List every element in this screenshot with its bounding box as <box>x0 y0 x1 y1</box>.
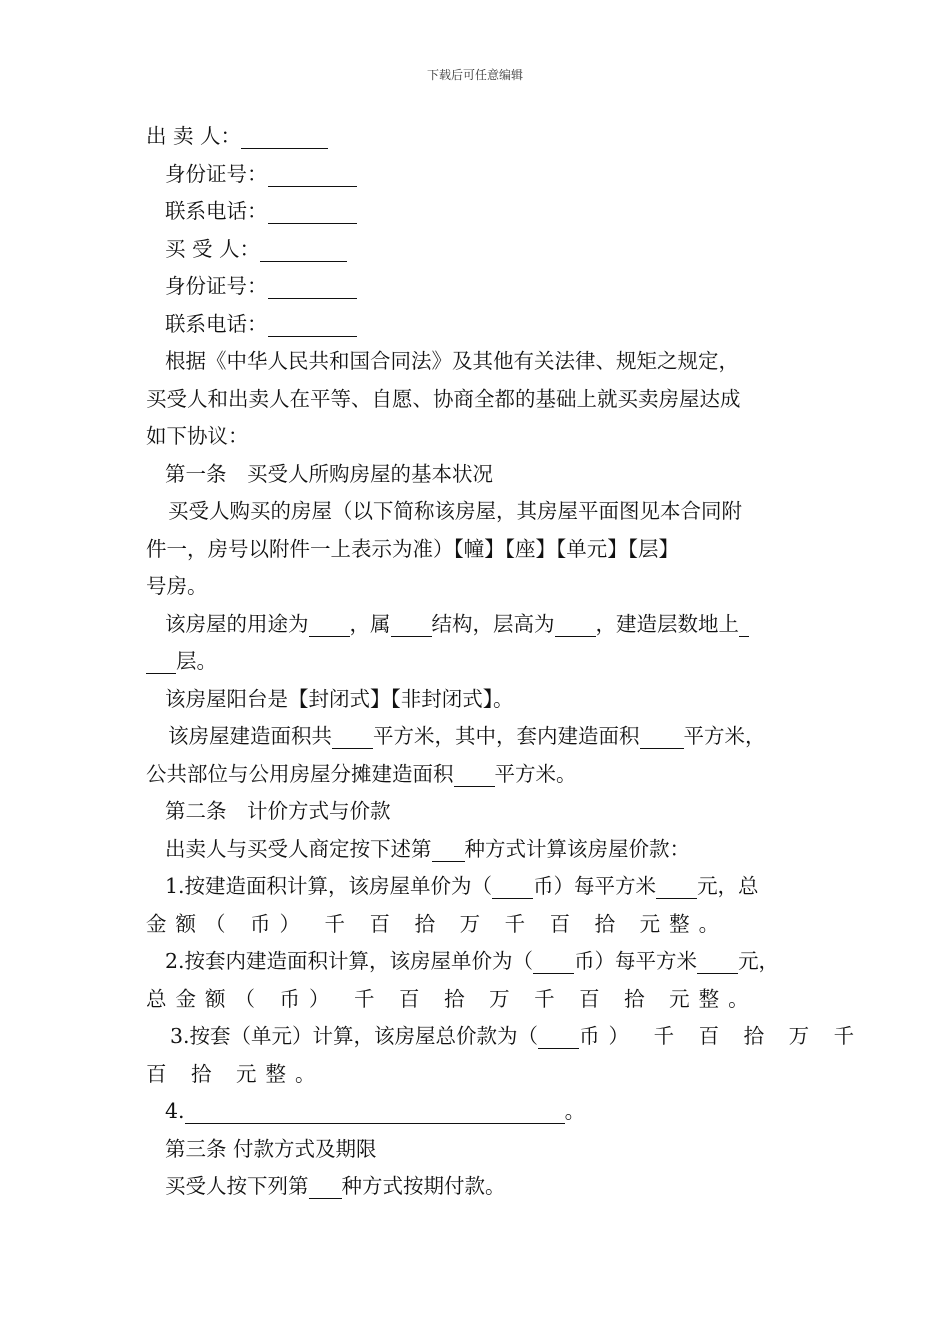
seller-id-blank[interactable] <box>268 160 357 187</box>
buyer-phone-blank[interactable] <box>268 310 357 337</box>
seller-blank[interactable] <box>241 122 328 149</box>
seller-phone-line <box>146 193 814 231</box>
usage-text-b: ，属 <box>349 611 391 636</box>
intro-line-1: 根据《中华人民共和国合同法》及其他有关法律、规矩之规定， <box>165 349 739 373</box>
total-area-blank[interactable] <box>332 722 373 749</box>
seller-label: 出 卖 人： <box>146 124 242 148</box>
article-3-text-b: 种方式按期付款。 <box>341 1174 506 1198</box>
contract-body <box>146 118 864 1206</box>
seller-phone-label: 联系电话： <box>165 199 268 223</box>
method-1-text-a: 1.按建造面积计算，该房屋单价为（ <box>165 874 493 898</box>
method-1-price-blank[interactable] <box>656 872 697 899</box>
area-text-d: 公共部位与公用房屋分摊建造面积 <box>146 761 454 786</box>
pricing-method-blank[interactable] <box>432 835 465 862</box>
article-3-title: 第三条 付款方式及期限 <box>165 1136 377 1161</box>
method-1-line-2: 金额（ 币） 千 百 拾 万 千 百 拾 元整。 <box>146 911 729 936</box>
area-text-a: 该房屋建造面积共 <box>168 724 332 748</box>
method-4-text-b: 。 <box>564 1099 586 1123</box>
buyer-id-label: 身份证号： <box>165 274 268 298</box>
article-1-para-line-2: 件一，房号以附件一上表示为准）【幢】【座】【单元】【层】 <box>146 536 679 561</box>
usage-text-a: 该房屋的用途为 <box>165 611 309 636</box>
method-4-text-a: 4. <box>165 1099 185 1123</box>
method-2-line-1 <box>146 943 814 981</box>
method-1-line-1 <box>146 868 814 906</box>
method-4-blank[interactable] <box>185 1097 565 1124</box>
floors-line <box>146 643 814 681</box>
usage-text-d: ，建造层数地上 <box>595 611 739 636</box>
buyer-phone-label: 联系电话： <box>165 311 268 336</box>
usage-text-c: 结构，层高为 <box>431 611 555 636</box>
article-1-para-line-1: 买受人购买的房屋（以下简称该房屋，其房屋平面图见本合同附 <box>168 499 742 523</box>
area-text-b: 平方米，其中，套内建造面积 <box>373 724 640 748</box>
area-line-2 <box>146 756 814 794</box>
usage-line <box>146 606 814 644</box>
article-3-para <box>146 1168 814 1206</box>
buyer-id-blank[interactable] <box>268 272 357 299</box>
floors-blank-part2[interactable] <box>146 647 176 674</box>
structure-blank[interactable] <box>391 610 432 637</box>
method-3-line-2: 百 拾 元整。 <box>146 1061 325 1086</box>
method-1-text-c: 元，总 <box>697 874 759 898</box>
seller-id-line <box>146 156 814 194</box>
buyer-label: 买 受 人： <box>165 236 261 261</box>
method-3-line-1 <box>146 1018 864 1056</box>
method-2-text-c: 元， <box>738 949 780 973</box>
method-2-line-2: 总金额（ 币） 千 百 拾 万 千 百 拾 元整。 <box>146 986 758 1011</box>
shared-area-blank[interactable] <box>454 760 495 787</box>
method-4-line <box>146 1093 814 1131</box>
article-1-title: 第一条 买受人所购房屋的基本状况 <box>165 461 493 486</box>
method-2-currency-blank[interactable] <box>533 947 574 974</box>
article-3-text-a: 买受人按下列第 <box>165 1174 309 1198</box>
method-3-text-b: 币） 千 百 拾 万 千 <box>579 1024 864 1048</box>
method-2-text-a: 2.按套内建造面积计算，该房屋单价为（ <box>165 949 534 973</box>
intro-line-2: 买受人和出卖人在平等、自愿、协商全都的基础上就买卖房屋达成 <box>146 386 741 411</box>
floor-height-blank[interactable] <box>555 610 596 637</box>
buyer-blank[interactable] <box>260 235 347 262</box>
page-header: 下载后可任意编辑 <box>426 68 523 82</box>
buyer-phone-line <box>146 306 814 344</box>
buyer-id-line <box>146 268 814 306</box>
seller-phone-blank[interactable] <box>268 197 357 224</box>
article-2-title: 第二条 计价方式与价款 <box>165 799 391 823</box>
floors-blank-part1[interactable] <box>739 610 749 637</box>
area-line-1 <box>146 718 814 756</box>
method-3-currency-blank[interactable] <box>538 1022 579 1049</box>
usage-blank[interactable] <box>309 610 350 637</box>
method-2-text-b: 币）每平方米 <box>574 949 698 973</box>
article-2-text-a: 出卖人与买受人商定按下述第 <box>165 836 432 861</box>
inner-area-blank[interactable] <box>640 722 684 749</box>
floors-text: 层。 <box>176 649 217 673</box>
balcony-line: 该房屋阳台是【封闭式】【非封闭式】。 <box>165 686 514 711</box>
method-1-currency-blank[interactable] <box>492 872 533 899</box>
seller-line <box>146 118 814 156</box>
area-text-c: 平方米， <box>683 724 766 748</box>
buyer-line <box>146 231 814 269</box>
method-3-text-a: 3.按套（单元）计算，该房屋总价款为（ <box>170 1024 539 1048</box>
method-2-price-blank[interactable] <box>697 947 738 974</box>
intro-line-3: 如下协议： <box>146 424 249 448</box>
article-1-para-line-3: 号房。 <box>146 574 208 598</box>
article-2-para <box>146 831 814 869</box>
payment-method-blank[interactable] <box>309 1172 342 1199</box>
method-1-text-b: 币）每平方米 <box>533 874 657 898</box>
area-text-e: 平方米。 <box>494 761 577 786</box>
article-2-text-b: 种方式计算该房屋价款： <box>464 836 690 861</box>
seller-id-label: 身份证号： <box>165 161 268 186</box>
